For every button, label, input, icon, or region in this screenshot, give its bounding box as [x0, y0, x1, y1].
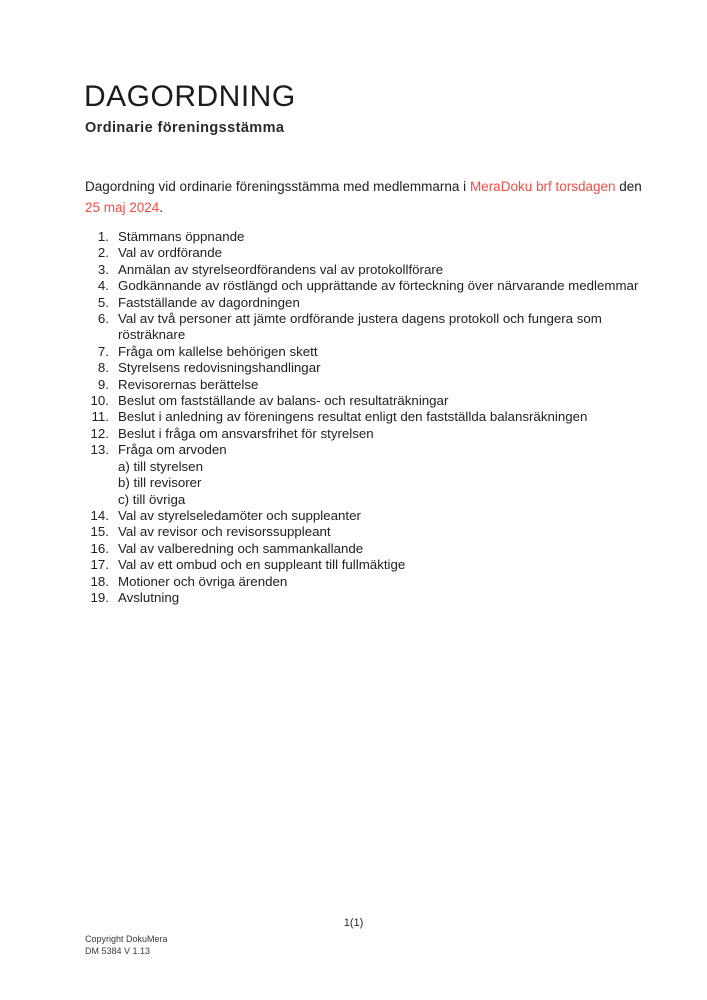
agenda-item — [85, 278, 640, 294]
agenda-item — [85, 508, 640, 524]
agenda-item-text: Avslutning — [118, 589, 180, 605]
agenda-item — [85, 393, 640, 409]
document-title: DAGORDNING — [84, 80, 296, 113]
version-line: DM 5384 V 1.13 — [85, 945, 151, 956]
agenda-item — [85, 409, 640, 425]
agenda-item — [85, 574, 640, 590]
agenda-item-text: Val av ordförande — [118, 245, 222, 261]
agenda-item — [85, 541, 640, 557]
agenda-item-number: 11. — [91, 409, 109, 425]
agenda-item-text: Val av valberedning och sammankallande — [118, 540, 364, 556]
agenda-item-text: Styrelsens redovisningshandlingar — [118, 360, 321, 376]
agenda-item-number: 19. — [90, 589, 109, 605]
agenda-item-number: 12. — [90, 425, 109, 441]
agenda-item-text: Val av styrelseledamöter och suppleanter — [118, 507, 361, 523]
agenda-item-number: 13. — [90, 442, 109, 458]
agenda-item-number: 5. — [97, 294, 109, 310]
intro-text: Dagordning vid ordinarie föreningsstämma med medlemmarna i — [85, 179, 470, 194]
agenda-item-text: Val av ett ombud och en suppleant till fullmäktige — [118, 557, 406, 573]
agenda-item-number: 17. — [90, 557, 109, 573]
agenda-item-number: 15. — [90, 524, 109, 540]
intro-highlighted-text: MeraDoku brf torsdagen — [469, 179, 616, 194]
agenda-item-number: 6. — [97, 311, 109, 327]
agenda-item — [85, 262, 640, 278]
agenda-item-number: 7. — [97, 343, 109, 359]
agenda-item — [85, 311, 640, 344]
agenda-item-text: Stämmans öppnande — [118, 229, 245, 244]
agenda-item-text: Fastställande av dagordningen — [118, 294, 300, 310]
agenda-item — [85, 557, 640, 573]
agenda-item-number: 9. — [97, 376, 109, 392]
agenda-item — [85, 360, 640, 376]
agenda-item-text: Val av två personer att jämte ordförande justera dagens protokoll och fungera som rösträknare — [118, 311, 602, 343]
agenda-item-text: Motioner och övriga ärenden — [118, 573, 288, 589]
intro-text: den — [615, 179, 642, 194]
intro-paragraph — [85, 176, 647, 218]
copyright-line: Copyright DokuMera — [85, 934, 168, 944]
intro-text: . — [159, 200, 164, 215]
agenda-list — [85, 229, 640, 606]
agenda-item-text: Fråga om kallelse behörigen skett — [118, 343, 318, 359]
agenda-item-number: 16. — [90, 540, 109, 556]
agenda-item-text: Anmälan av styrelseordförandens val av protokollförare — [118, 261, 444, 277]
agenda-item-text: Godkännande av röstlängd och upprättande av förteckning över närvarande medlemmar — [118, 278, 639, 294]
agenda-item-text: Beslut i fråga om ansvarsfrihet för styrelsen — [118, 425, 374, 441]
agenda-sub-item: c) till övriga — [118, 491, 186, 507]
agenda-item-number: 14. — [90, 507, 109, 523]
agenda-item — [85, 245, 640, 261]
agenda-item-number: 18. — [90, 573, 109, 589]
agenda-item — [85, 377, 640, 393]
intro-highlighted-text: 25 maj 2024 — [85, 200, 160, 215]
agenda-sub-item: a) till styrelsen — [118, 458, 203, 474]
agenda-item-number: 4. — [97, 278, 109, 294]
agenda-item-text: Val av revisor och revisorssuppleant — [118, 524, 331, 540]
agenda-item — [85, 344, 640, 360]
agenda-item — [85, 295, 640, 311]
agenda-item — [85, 229, 640, 245]
agenda-item-number: 3. — [97, 261, 109, 277]
document-subtitle: Ordinarie föreningsstämma — [85, 120, 285, 136]
agenda-item — [85, 426, 640, 442]
agenda-item-number: 2. — [97, 245, 109, 261]
agenda-item-text: Revisorernas berättelse — [118, 376, 259, 392]
page-number: 1(1) — [343, 917, 364, 929]
agenda-item-text: Beslut om fastställande av balans- och resultaträkningar — [118, 393, 449, 409]
agenda-item — [85, 524, 640, 540]
agenda-item — [85, 590, 640, 606]
copyright-block — [85, 934, 168, 957]
agenda-item — [85, 442, 640, 508]
agenda-item-text: Beslut i anledning av föreningens resultat enligt den fastställda balansräkningen — [118, 409, 588, 425]
agenda-item-number: 1. — [97, 229, 109, 244]
agenda-item-number: 8. — [97, 360, 109, 376]
agenda-item-text: Fråga om arvoden a) till styrelsen b) till revisorer c) till övriga — [118, 442, 640, 508]
agenda-sub-item: b) till revisorer — [118, 475, 202, 491]
agenda-item-number: 10. — [90, 393, 109, 409]
